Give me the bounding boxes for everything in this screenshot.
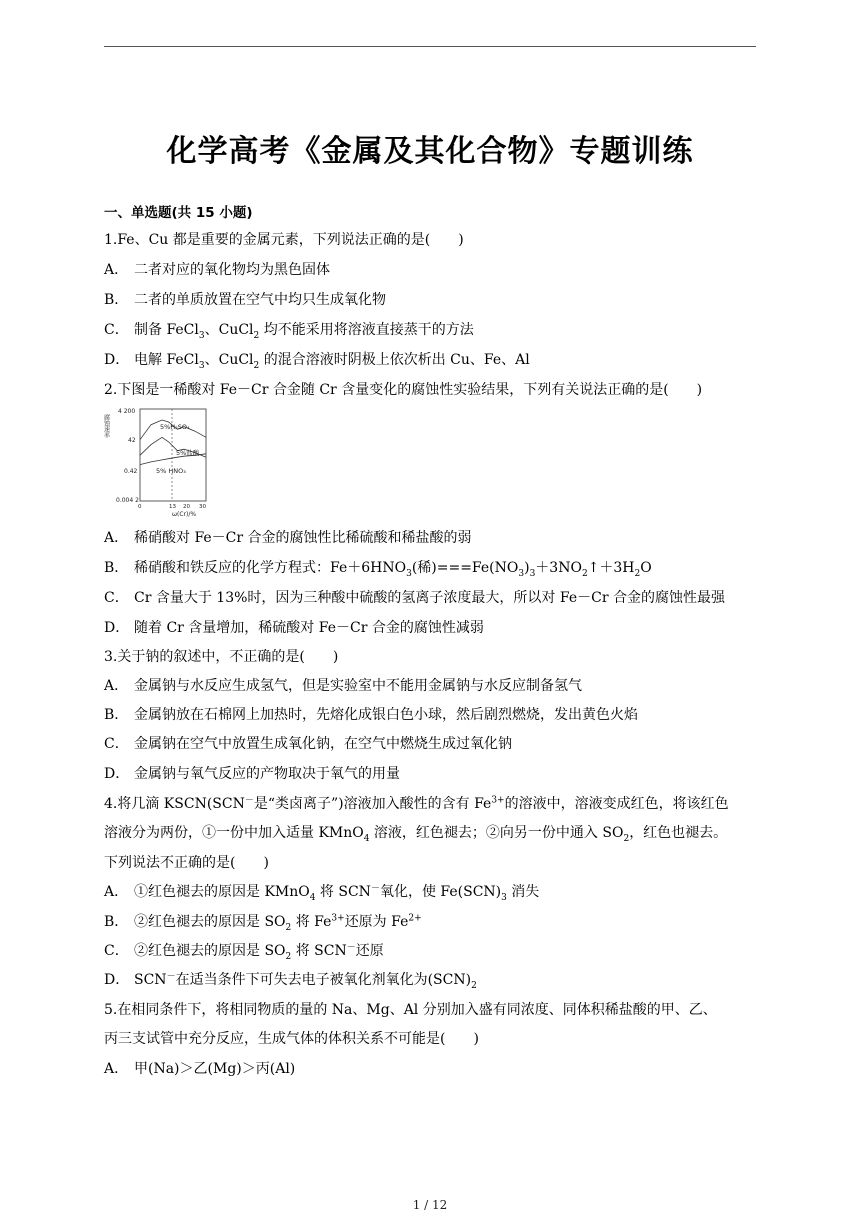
x-tick-label: 30 [199,504,206,510]
question-1-option-a: A． 二者对应的氧化物均为黑色固体 [104,262,330,278]
section-heading: 一、单选题(共 15 小题) [104,205,253,221]
question-4-stem-line-3: 下列说法不正确的是( ) [104,855,269,871]
question-3-option-d: D． 金属钠与氧气反应的产物取决于氧气的用量 [104,766,400,782]
question-5-option-a: A． 甲(Na)＞乙(Mg)＞丙(Al) [104,1061,296,1077]
y-axis-label: 腐蚀速率 [102,414,110,438]
y-tick-label: 4 200 [118,408,136,415]
question-2-option-a: A． 稀硝酸对 Fe－Cr 合金的腐蚀性比稀硫酸和稀盐酸的弱 [104,530,472,546]
question-5-stem-line-1: 5.在相同条件下，将相同物质的量的 Na、Mg、Al 分别加入盛有同浓度、同体积稀盐酸的甲、乙、 [104,1002,717,1018]
question-4-option-c: C． ②红色褪去的原因是 $SO_2$ 将 SCN－还原 [104,942,384,962]
x-tick-label: 13 [169,504,176,510]
series-label-hcl: 5%盐酸 [176,449,200,457]
question-3-option-b: B． 金属钠放在石棉网上加热时，先熔化成银白色小球，然后剧烈燃烧，发出黄色火焰 [104,707,638,723]
question-4-option-d: D． SCN－在适当条件下可失去电子被氧化剂氧化为$(SCN)_2$ [104,971,477,991]
question-3-option-a: A． 金属钠与水反应生成氢气，但是实验室中不能用金属钠与水反应制备氢气 [104,678,582,694]
header-rule [104,46,756,47]
y-tick-label: 42 [128,437,136,444]
question-4-option-a: A． ①红色褪去的原因是 KMnO$_4$ 将 SCN－氧化，使 $Fe(SCN)_3$ 消失 [104,883,540,903]
x-tick-label: 20 [183,504,190,510]
question-3-option-c: C． 金属钠在空气中放置生成氧化钠，在空气中燃烧生成过氧化钠 [104,736,512,752]
x-axis-label: ω(Cr)/% [172,511,197,518]
y-tick-label: 0.42 [124,468,138,475]
question-2-option-d: D． 随着 Cr 含量增加，稀硫酸对 Fe－Cr 合金的腐蚀性减弱 [104,620,484,636]
question-2-option-b: B． 稀硝酸和铁反应的化学方程式：$Fe+6HNO_3$(稀)$===Fe(NO_3)_3+3NO_2↑+3H_2O$ [104,560,652,579]
series-label-hno3: 5% HNO₃ [156,467,186,475]
question-4-stem-line-1: 4.将几滴 KSCN(SCN－是“类卤离子”)溶液加入酸性的含有 $Fe^{3+}$的溶液中，溶液变成红色，将该红色 [104,795,729,812]
question-2-stem: 2.下图是一稀酸对 Fe－Cr 合金随 Cr 含量变化的腐蚀性实验结果，下列有关说法正确的是( ) [104,382,703,398]
series-label-h2so4: 5%H₂SO₄ [160,423,190,431]
question-2-option-c: C． Cr 含量大于 13%时，因为三种酸中硫酸的氢离子浓度最大，所以对 Fe－Cr 合金的腐蚀性最强 [104,590,725,606]
question-1-option-c: C． 制备 FeCl$_3$、CuCl$_2$ 均不能采用将溶液直接蒸干的方法 [104,322,474,341]
question-1-option-d: D． 电解 FeCl$_3$、CuCl$_2$ 的混合溶液时阴极上依次析出 Cu、Fe、Al [104,352,530,371]
question-3-stem: 3.关于钠的叙述中，不正确的是( ) [104,649,339,665]
page-number: 1 / 12 [412,1198,448,1212]
question-4-option-b: B． ②红色褪去的原因是 $SO_2$ 将 $Fe^{3+}$还原为 $Fe^{2+}$ [104,913,422,933]
question-5-stem-line-2: 丙三支试管中充分反应，生成气体的体积关系不可能是( ) [104,1031,479,1047]
question-4-stem-line-2: 溶液分为两份，①一份中加入适量 KMnO$_4$ 溶液，红色褪去；②向另一份中通入 $SO_2$，红色也褪去。 [104,825,728,844]
x-tick-label: 0 [138,504,142,510]
page-title: 化学高考《金属及其化合物》专题训练 [166,134,694,169]
y-tick-label: 0.004 2 [116,497,139,504]
corrosion-rate-chart [104,405,216,517]
question-1-stem: 1.Fe、Cu 都是重要的金属元素，下列说法正确的是( ) [104,232,464,248]
question-1-option-b: B． 二者的单质放置在空气中均只生成氧化物 [104,292,386,308]
